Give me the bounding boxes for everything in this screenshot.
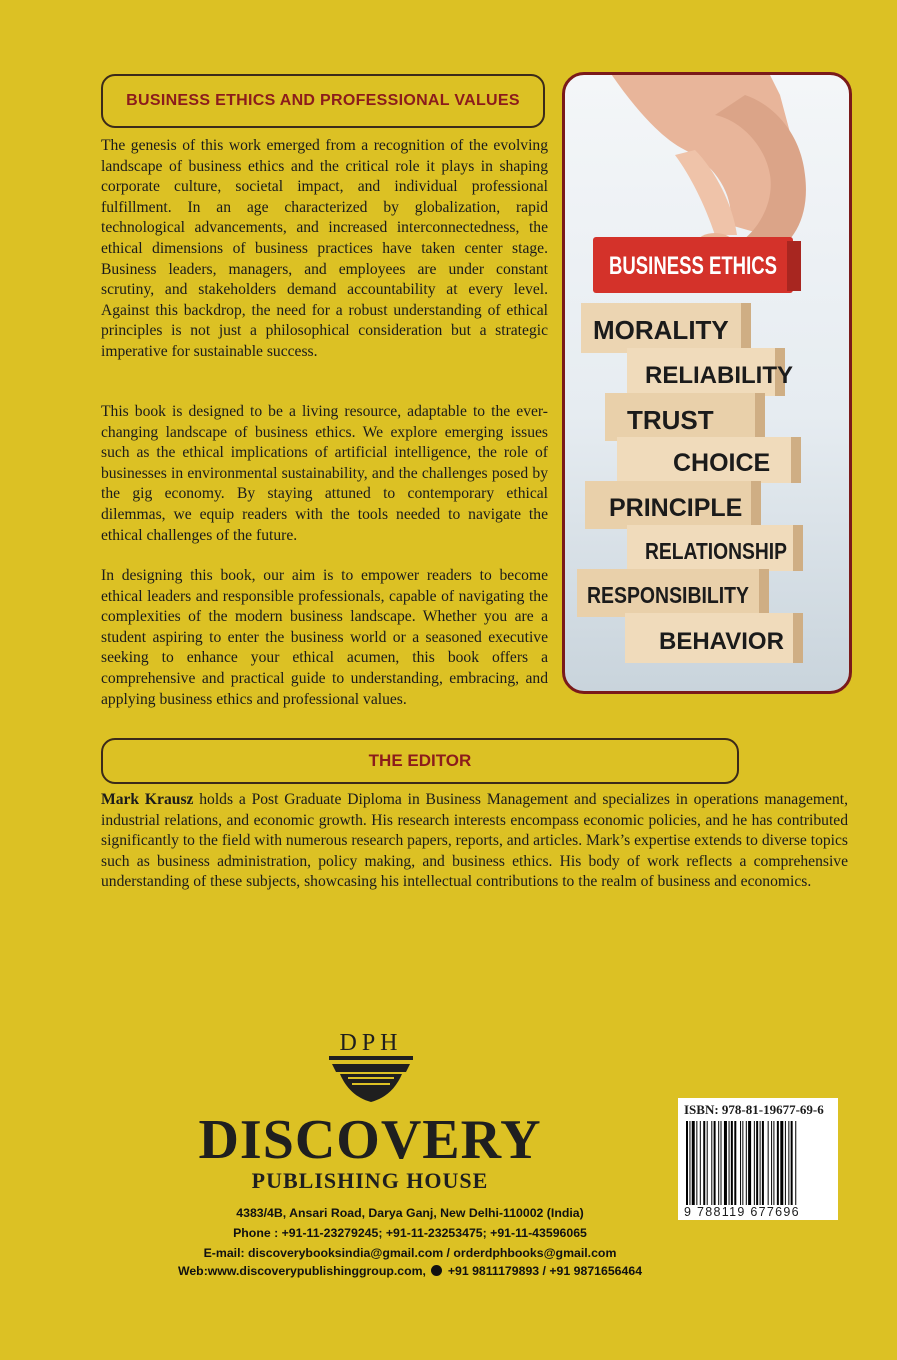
publisher-web (120, 1264, 700, 1278)
red-block-label: BUSINESS ETHICS (609, 252, 777, 280)
publisher-address: 4383/4B, Ansari Road, Darya Ganj, New Delhi-110002 (India) (236, 1206, 584, 1220)
block-relationship (627, 525, 803, 571)
block-choice (617, 437, 801, 483)
barcode-bar (731, 1121, 733, 1205)
barcode-bar (714, 1121, 716, 1205)
publisher-phone: Phone : +91-11-23279245; +91-11-23253475; +91-11-43596065 (233, 1226, 587, 1240)
publisher-logo (326, 1028, 416, 1106)
barcode-bar (700, 1121, 701, 1205)
block-behavior (625, 613, 803, 663)
section-heading-editor: THE EDITOR (101, 738, 739, 784)
barcode-bar (718, 1121, 719, 1205)
barcode-bar (762, 1121, 764, 1205)
whatsapp-numbers: +91 9811179893 / +91 9871656464 (447, 1264, 643, 1278)
section-heading-business-ethics: BUSINESS ETHICS AND PROFESSIONAL VALUES (101, 74, 545, 128)
barcode-bar (771, 1121, 772, 1205)
block-label: RELIABILITY (645, 362, 793, 389)
barcode-bar (692, 1121, 695, 1205)
block-responsibility (577, 569, 769, 617)
intro-paragraph-1: The genesis of this work emerged from a recognition of the evolving landscape of business ethics and the critical role it plays in shaping corporate culture, societal impact, and individual professional fulfillment. In an age characterized by globalization, rapid technological advancements, and increased interconnectedness, the ethical dimensions of business practices have taken center stage. Business leaders, managers, and employees are under constant scrutiny, and stakeholders demand accountability at every level. Against this backdrop, the need for a robust understanding of ethical principles is not just a philosophical consideration but a strategic imperative for sustainable success. (101, 137, 548, 360)
barcode-bar (748, 1121, 751, 1205)
barcode-bar (734, 1121, 736, 1205)
publisher-email: E-mail: discoverybooksindia@gmail.com / orderdphbooks@gmail.com (203, 1246, 617, 1260)
cover-photo (562, 72, 852, 694)
editor-name: Mark Krausz (101, 791, 194, 808)
editor-bio (101, 790, 848, 893)
barcode-bar (780, 1121, 783, 1205)
barcode (684, 1121, 834, 1205)
barcode-bar (754, 1121, 755, 1205)
block-label: BEHAVIOR (659, 628, 784, 655)
barcode-bar (788, 1121, 789, 1205)
barcode-bar (742, 1121, 743, 1205)
block-trust (605, 393, 765, 441)
isbn-digits: 9 788119 677696 (684, 1205, 800, 1219)
block-reliability (627, 348, 793, 396)
barcode-bar (773, 1121, 774, 1205)
barcode-bar (707, 1121, 708, 1205)
intro-paragraph-2: This book is designed to be a living resource, adaptable to the ever-changing landscape of business ethics. We explore emerging issues such as the ethical implications of artificial intelligence, the role of businesses in environmental sustainability, and the challenges posed by the gig economy. By staying attuned to contemporary ethical dilemmas, we equip readers with the tools needed to navigate the ethical challenges of the future. (101, 403, 548, 544)
block-label: MORALITY (593, 315, 729, 345)
block-label: CHOICE (673, 449, 771, 477)
intro-paragraph-3: In designing this book, our aim is to empower readers to become ethical leaders and responsible professionals, capable of navigating the complexities of the modern business landscape. Whether you are a student aspiring to enter the business world or a seasoned executive seeking to enhance your ethical acumen, this book offers a comprehensive and practical guide to understanding, embracing, and applying business ethics and professional values. (101, 567, 548, 708)
whatsapp-icon (431, 1265, 442, 1276)
web-url: Web:www.discoverypublishinggroup.com, (177, 1264, 426, 1278)
barcode-bar (686, 1121, 688, 1205)
block-label: RELATIONSHIP (645, 538, 787, 564)
barcode-bar (768, 1121, 769, 1205)
barcode-bar (689, 1121, 690, 1205)
editor-bio-text: holds a Post Graduate Diploma in Business Management and specializes in operations management, industrial relations, and economic growth. His research interests encompass economic policies, and he has contributed significantly to the field with numerous research papers, reports, and articles. Mark’s expertise extends to diverse topics such as business administration, policy making, and business ethics. His body of work reflects a comprehensive understanding of these subjects, showcasing his intellectual contributions to the realm of business and economics. (101, 791, 848, 891)
barcode-bar (760, 1121, 761, 1205)
block-label: TRUST (627, 405, 714, 435)
barcode-bar (711, 1121, 712, 1205)
isbn-barcode-box (678, 1098, 838, 1220)
logo-text: DPH (339, 1030, 403, 1056)
barcode-bar (740, 1121, 741, 1205)
block-morality (581, 303, 751, 353)
barcode-bar (721, 1121, 722, 1205)
barcode-bar (777, 1121, 779, 1205)
block-label: PRINCIPLE (609, 494, 743, 522)
publisher-subtitle: PUBLISHING HOUSE (251, 1168, 489, 1193)
barcode-bar (756, 1121, 758, 1205)
block-principle (585, 481, 761, 529)
barcode-bar (696, 1121, 697, 1205)
barcode-bar (795, 1121, 796, 1205)
barcode-bar (746, 1121, 747, 1205)
barcode-bar (703, 1121, 705, 1205)
publisher-name: DISCOVERY (198, 1109, 542, 1171)
barcode-bar (791, 1121, 793, 1205)
barcode-bar (785, 1121, 786, 1205)
isbn-label: ISBN: 978-81-19677-69-6 (684, 1102, 824, 1117)
barcode-bar (729, 1121, 730, 1205)
block-label: RESPONSIBILITY (587, 582, 749, 608)
wooden-blocks-illustration (565, 75, 849, 691)
barcode-bar (724, 1121, 727, 1205)
